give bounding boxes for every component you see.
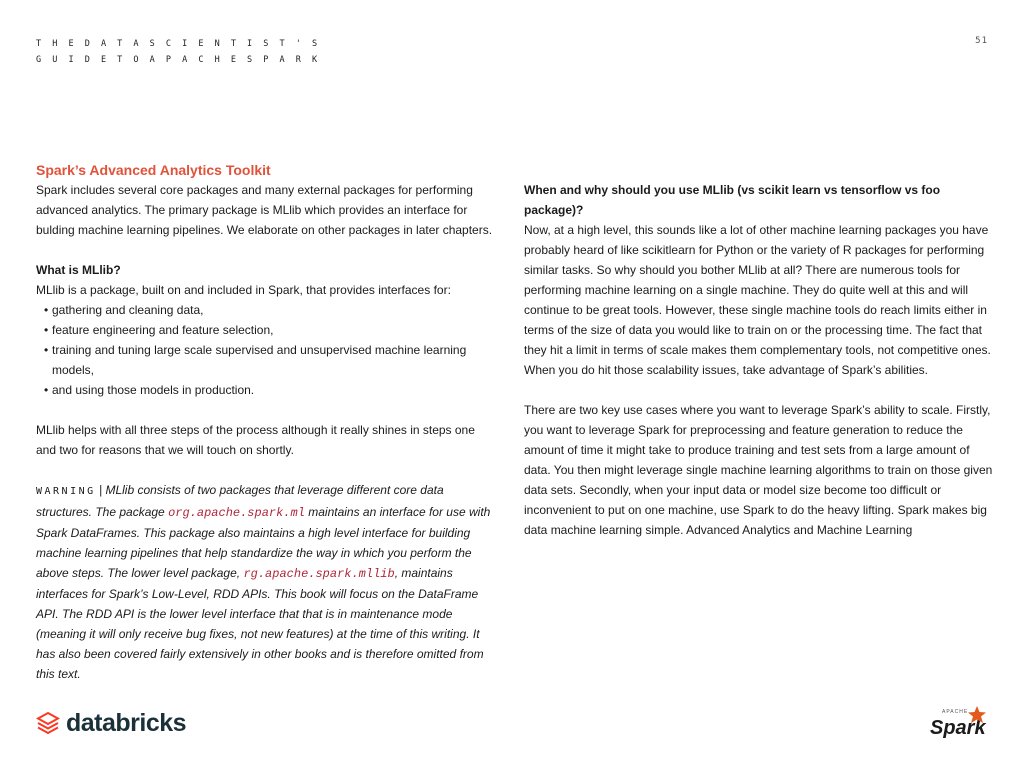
warning-separator: | — [95, 483, 106, 497]
running-head-line-1: T H E D A T A S C I E N T I S T ' S — [36, 39, 321, 49]
package-name-mllib: rg.apache.spark.mllib — [243, 567, 395, 581]
warning-text-1: MLlib consists of two packages that leverage different core data structures. The package — [36, 483, 444, 519]
warning-text-2: maintains an interface for use with Spark DataFrames. This package also maintains a high level interface for building machine learning pipelines that help standardize the way in which you perform the above steps. The lower level package, — [36, 505, 491, 580]
mllib-lead: MLlib is a package, built on and included in Spark, that provides interfaces for: — [36, 283, 451, 297]
mllib-follow-paragraph: MLlib helps with all three steps of the process although it really shines in steps one and two for reasons that we will touch on shortly. — [36, 423, 475, 457]
warning-callout — [36, 480, 496, 684]
intro-paragraph: Spark includes several core packages and many external packages for performing advanced analytics. The primary package is MLlib which provides an interface for bulding machine learning pipelines. We elaborate on other packages in later chapters. — [36, 183, 493, 237]
package-name-ml: org.apache.spark.ml — [168, 506, 305, 520]
warning-text-3: , maintains interfaces for Spark’s Low-Level, RDD APIs. This book will focus on the DataFrame API. The RDD API is the lower level interface that that is in maintenance mode (meaning it will only receive bug fixes, not new features) at the time of this writing. It has also been covered fairly extensively in other books and is therefore omitted from this text. — [36, 566, 484, 681]
warning-label: WARNING — [36, 486, 96, 497]
apache-spark-logo — [928, 704, 988, 740]
use-cases-paragraph: There are two key use cases where you want to leverage Spark’s ability to scale. Firstly, you want to leverage Spark for preprocessing and feature generation to reduce the amount of time it might take to produce training and test sets from a large amount of data. You then might leverage single machine learning algorithms to train on those given data sets. Secondly, when your input data or model size become too difficult or inconvenient to put on one machine, use Spark to do the heavy lifting. Spark makes big data machine learning simple. Advanced Analytics and Machine Learning — [524, 403, 993, 537]
page-number: 51 — [975, 36, 988, 46]
question-when-why: When and why should you use MLlib (vs scikit learn vs tensorflow vs foo package)? — [524, 183, 941, 217]
why-mllib-paragraph: Now, at a high level, this sounds like a lot of other machine learning packages you have probably heard of like scikitlearn for Python or the variety of R packages for performing similar tasks. So why should you bother MLlib at all? There are numerous tools for performing machine learning on a single machine. They do quite well at this and will continue to be great tools. However, these single machine tools do reach limits either in terms of the size of data you would like to train on or the processing time. The fact that they hit a limit in terms of scale makes them complementary tools, not competitive ones. When you do hit those scalability issues, take advantage of Spark’s abilities. — [524, 223, 991, 377]
list-item: • gathering and cleaning data, — [44, 300, 496, 320]
databricks-mark-icon — [36, 711, 60, 735]
spark-wordmark: Spark — [930, 717, 986, 739]
list-item: • feature engineering and feature selection, — [44, 320, 496, 340]
question-what-is-mllib: What is MLlib? — [36, 263, 121, 277]
databricks-wordmark: databricks — [66, 708, 187, 737]
running-head — [36, 36, 320, 68]
right-column — [524, 180, 994, 540]
running-head-line-2: G U I D E T O A P A C H E S P A R K — [36, 55, 321, 65]
list-item: • and using those models in production. — [44, 380, 496, 400]
databricks-logo — [36, 708, 186, 738]
list-item: • training and tuning large scale supervised and unsupervised machine learning models, — [44, 340, 496, 380]
section-title: Spark’s Advanced Analytics Toolkit — [36, 162, 271, 178]
spark-star-icon — [928, 704, 988, 740]
left-column — [36, 160, 496, 684]
interfaces-list — [36, 300, 496, 400]
spark-small-label: APACHE — [942, 709, 969, 715]
